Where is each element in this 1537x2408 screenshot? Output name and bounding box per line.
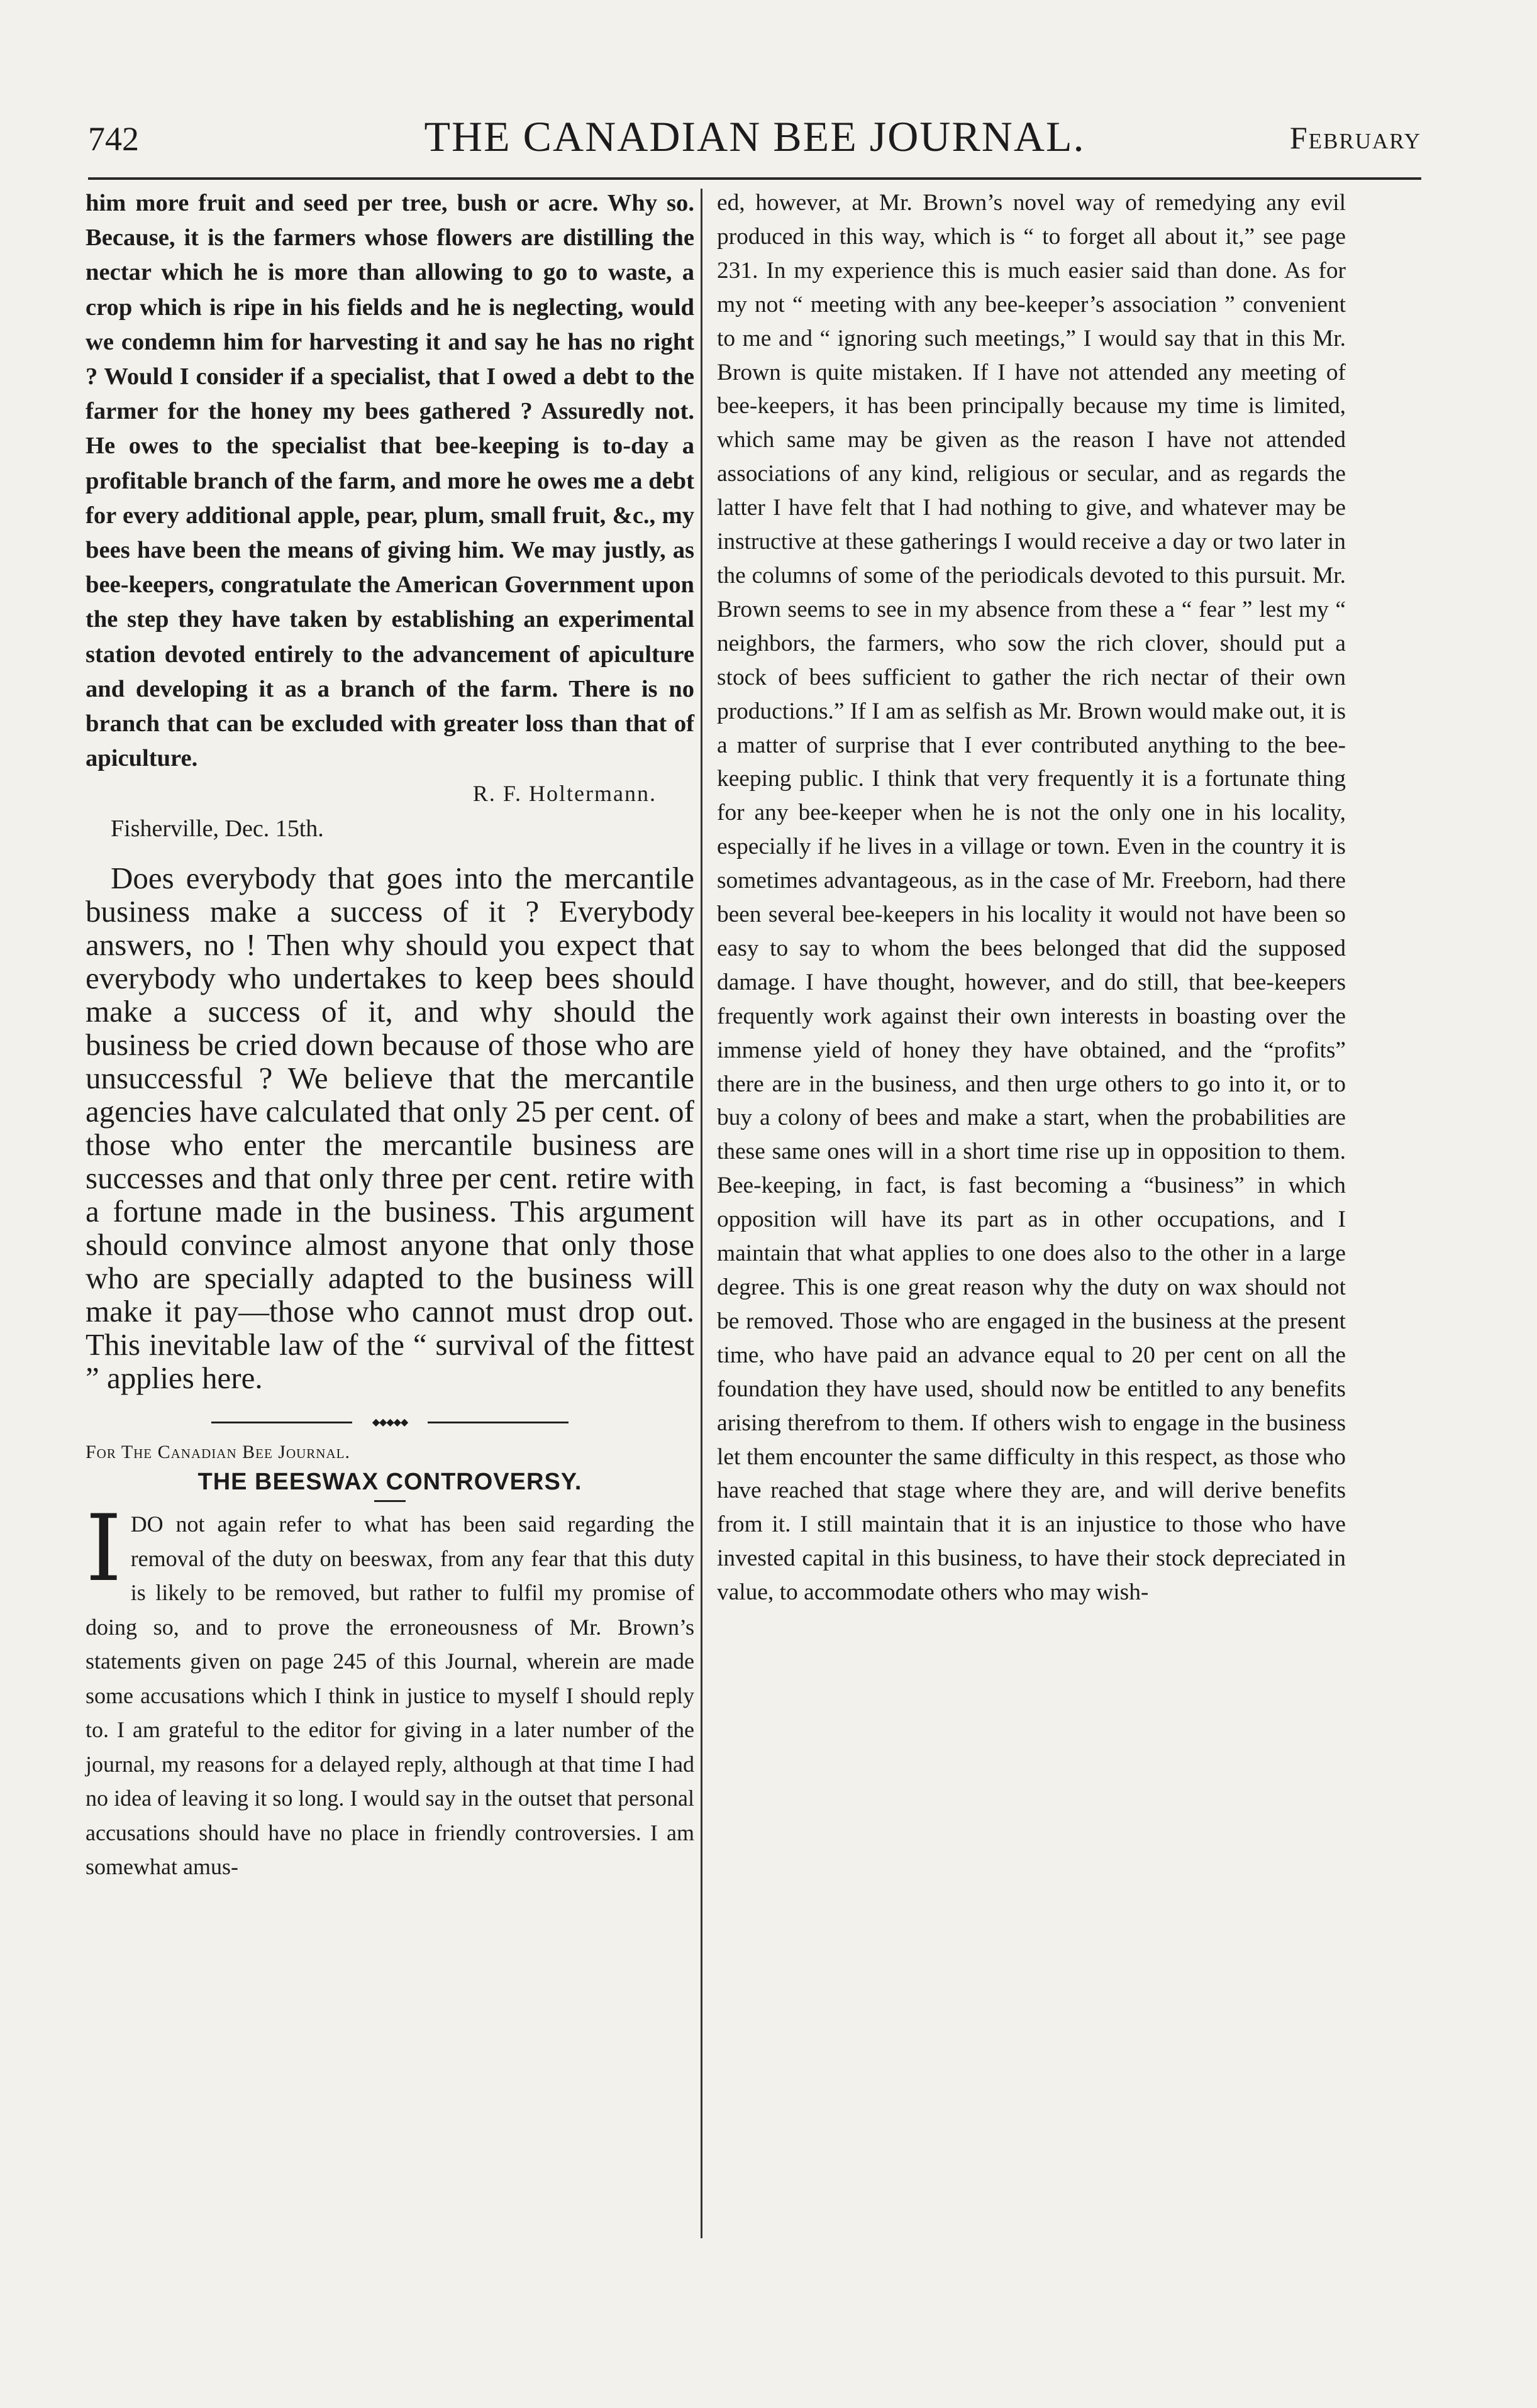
article-body-text: DO not again refer to what has been said regarding the removal of the duty on beeswax, from any fear that this duty is likely to be removed, but rather to fulfil my promise of doing so, and to prove the erroneousness of Mr. Brown’s statements given on page 245 of this Journal, wherein are made some accusations which I think in justice to myself I should reply to. I am grateful to the editor for giving in a later number of the journal, my reasons for a delayed reply, although at that time I had no idea of leaving it so long. I would say in the outset that personal accusations should have no place in friendly controversies. I am somewhat amus- xyxy=(86,1511,694,1880)
ornament-diamond-icon: ◆◆◆◆◆ xyxy=(372,1416,408,1428)
section-ornament xyxy=(86,1416,694,1428)
journal-title: THE CANADIAN BEE JOURNAL. xyxy=(424,113,1085,160)
article-paragraph xyxy=(86,1495,694,1884)
author-signature: R. F. Holtermann. xyxy=(472,781,657,807)
dateline: Fisherville, Dec. 15th. xyxy=(111,815,324,842)
drop-cap: I xyxy=(86,1495,122,1603)
page-header xyxy=(88,106,1421,168)
left-column xyxy=(86,186,694,1884)
title-rule xyxy=(374,1500,406,1502)
issue-month: February xyxy=(1289,120,1421,155)
article-source-line: For The Canadian Bee Journal. xyxy=(86,1442,350,1463)
article-title: THE BEESWAX CONTROVERSY. xyxy=(197,1469,582,1496)
right-column xyxy=(717,186,1346,1610)
editorial-paragraph: Does everybody that goes into the mercantile business make a success of it ? Everybody answers, no ! Then why should you expect that everybody who undertakes to keep bees should make a success of it, and why should the business be cried down because of those who are unsuccessful ? We believe that the mercantile agencies have calculated that only 25 per cent. of those who enter the mercantile business are successes and that only three per cent. retire with a fortune made in the business. This argument should convince almost anyone that only those who are specially adapted to the business will make it pay—those who cannot must drop out. This inevitable law of the “ survival of the fittest ” applies here. xyxy=(86,861,694,1396)
header-rule xyxy=(88,177,1421,180)
column-divider xyxy=(701,189,702,2238)
right-column-paragraph: ed, however, at Mr. Brown’s novel way of remedying any evil produced in this way, which is “ to forget all about it,” see page 231. In my experience this is much easier said than done. As for my not “ meeting with any bee-keeper’s association ” convenient to me and “ ignoring such meetings,” I would say that in this Mr. Brown is quite mistaken. If I have not attended any meeting of bee-keepers, it has been principally because my time is limited, which same may be given as the reason I have not attended associations of any kind, religious or secular, and as regards the latter I have felt that I had nothing to give, and whatever may be instructive at these gatherings I would receive a day or two later in the columns of some of the periodicals devoted to this pursuit. Mr. Brown seems to see in my absence from these a “ fear ” lest my “ neighbors, the farmers, who sow the rich clover, should put a stock of bees sufficient to gather the rich nectar of their own productions.” If I am as selfish as Mr. Brown would make out, it is a matter of surprise that I ever contributed anything to the bee-keeping public. I think that very frequently it is a fortunate thing for any bee-keeper when he is not the only one in his locality, especially if he lives in a village or town. Even in the country it is sometimes advantageous, as in the case of Mr. Freeborn, had there been several bee-keepers in his locality it would not have been so easy to say to whom the bees belonged that did the supposed damage. I have thought, however, and do still, that bee-keepers frequently work against their own interests in boasting over the immense yield of honey they have obtained, and the “profits” there are in the business, and then urge others to go into it, or to buy a colony of bees and make a start, when the probabilities are these same ones will in a short time rise up in opposition to them. Bee-keeping, in fact, is fast becoming a “business” in which opposition will have its part as in other occupations, and I maintain that what applies to one does also to the other in a large degree. This is one great reason why the duty on wax should not be removed. Those who are engaged in the business at the present time, who have paid an advance equal to 20 per cent on all the foundation they have used, should now be entitled to any benefits arising therefrom to them. If others wish to engage in the business let them encounter the same difficulty in this respect, as those who have reached that stage where they are, and will derive benefits from it. I still maintain that it is an injustice to those who have invested capital in this business, to have their stock depreciated in value, to accommodate others who may wish- xyxy=(717,190,1346,1606)
page-number: 742 xyxy=(88,120,139,158)
continuation-paragraph: him more fruit and seed per tree, bush or acre. Why so. Because, it is the farmers whose flowers are distilling the nectar which he is more than allowing to go to waste, a crop which is ripe in his fields and he is neglecting, would we condemn him for harvesting it and say he has no right ? Would I consider if a specialist, that I owed a debt to the farmer for the honey my bees gathered ? Assuredly not. He owes to the specialist that bee-keeping is to-day a profitable branch of the farm, and more he owes me a debt for every additional apple, pear, plum, small fruit, &c., my bees have been the means of giving him. We may justly, as bee-keepers, congratulate the American Government upon the step they have taken by establishing an experimental station devoted entirely to the advancement of apiculture and developing it as a branch of the farm. There is no branch that can be excluded with greater loss than that of apiculture. xyxy=(86,190,694,772)
